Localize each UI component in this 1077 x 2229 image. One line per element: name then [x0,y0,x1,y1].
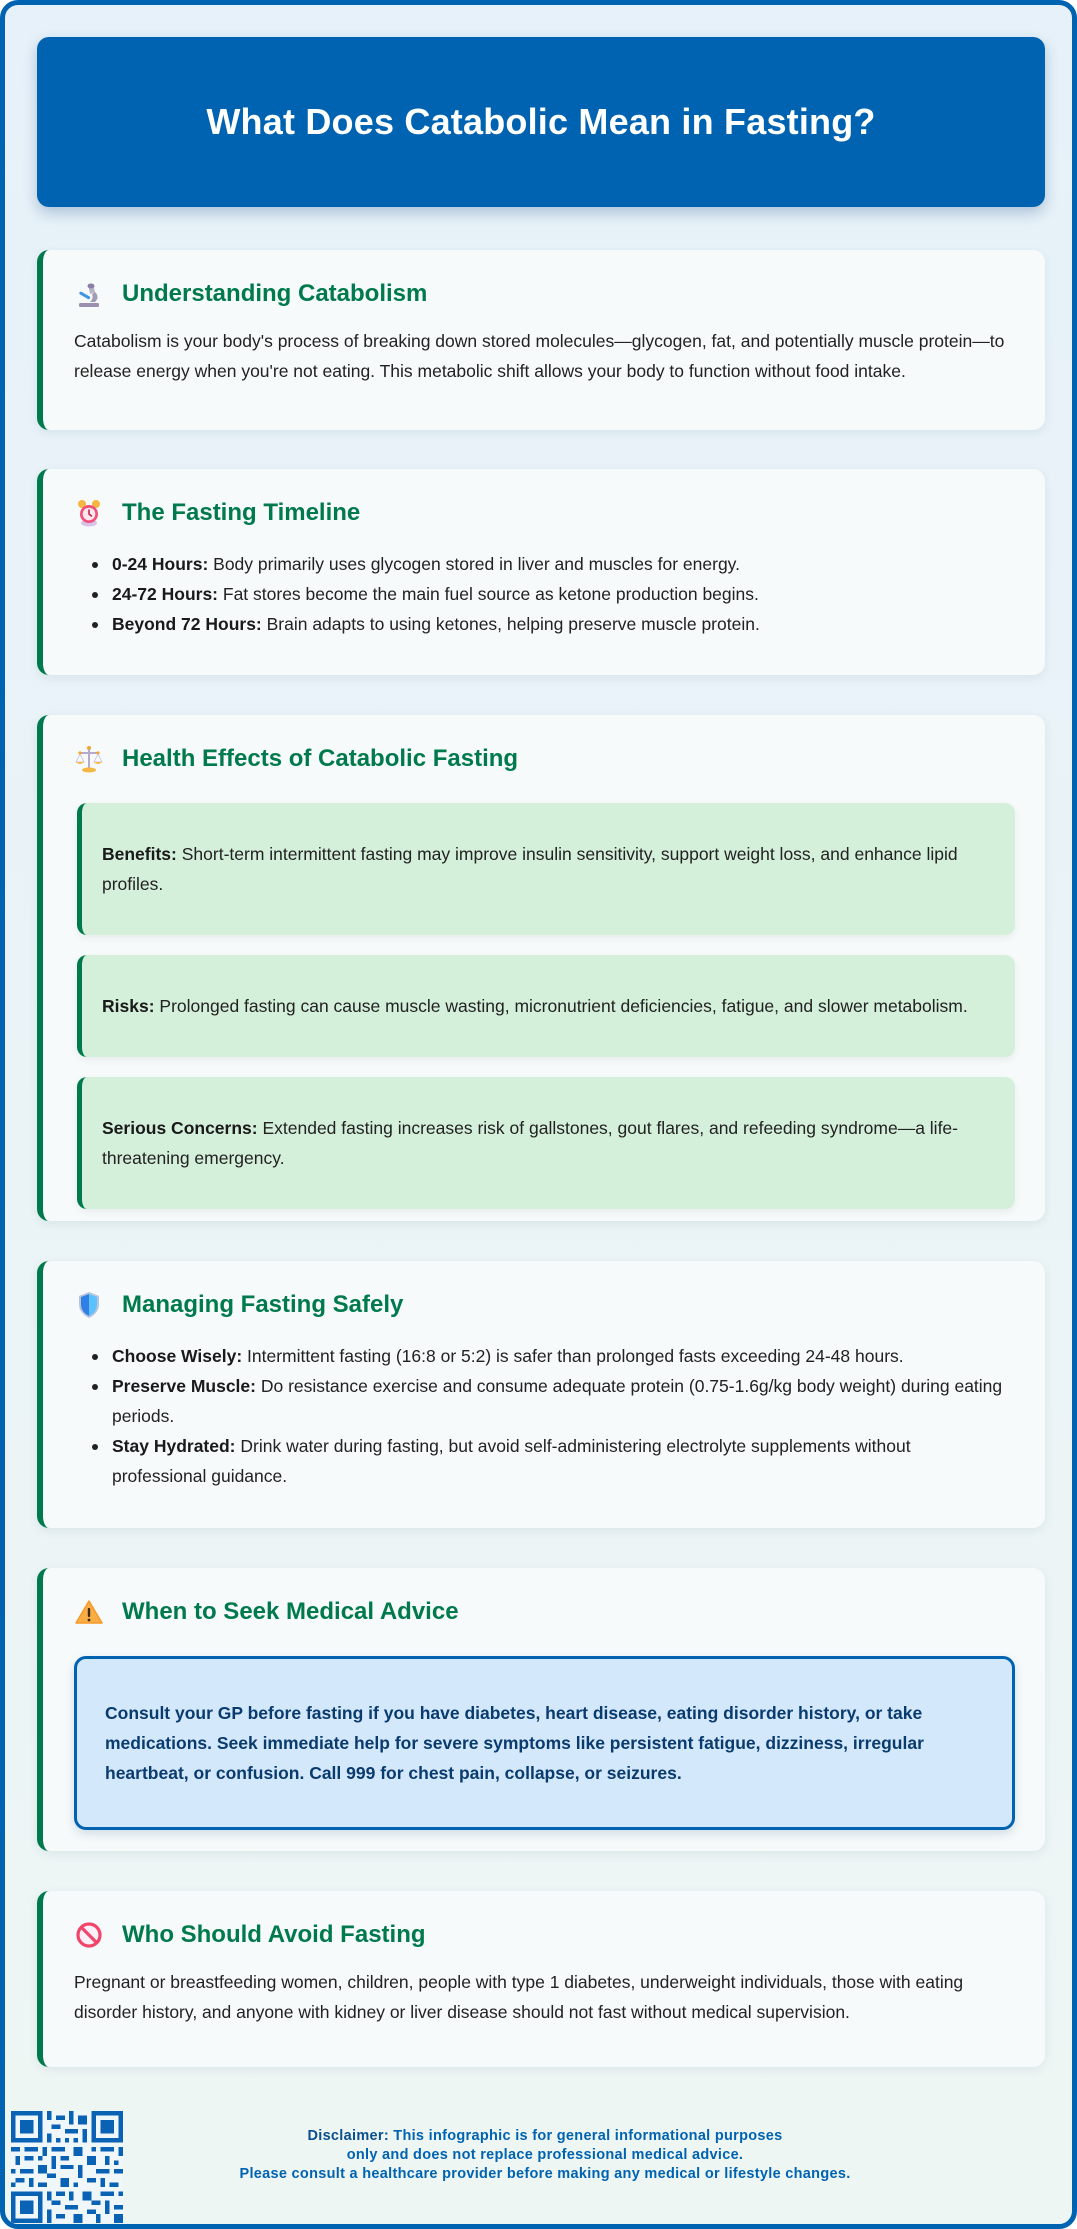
list-item [112,549,1009,579]
microscope-icon [74,279,104,309]
effect-label: Serious Concerns: [102,1118,258,1138]
card-title: The Fasting Timeline [122,499,361,526]
list-item [112,1341,1009,1371]
effect-box-serious-concerns [77,1077,1015,1209]
effect-text: Short-term intermittent fasting may improve insulin sensitivity, support weight loss, and enhance lipid profiles. [102,844,958,894]
item-text: Intermittent fasting (16:8 or 5:2) is safer than prolonged fasts exceeding 24-48 hours. [242,1346,904,1366]
disclaimer-line-3: Please consult a healthcare provider before making any medical or lifestyle changes. [239,2166,851,2182]
card-title: Health Effects of Catabolic Fasting [122,745,519,772]
disclaimer-line-2: only and does not replace professional medical advice. [346,2147,744,2163]
prohibited-icon [74,1920,104,1950]
item-label: Beyond 72 Hours: [112,614,262,634]
effect-text: Prolonged fasting can cause muscle wasting, micronutrient deficiencies, fatigue, and slower metabolism. [154,996,968,1016]
item-label: Preserve Muscle: [112,1376,256,1396]
callout-text: Consult your GP before fasting if you have diabetes, heart disease, eating disorder history, or take medications. Seek immediate help for severe symptoms like persistent fatigue, dizziness, irregular heartbeat, or confusion. Call 999 for chest pain, collapse, or seizures. [105,1703,924,1783]
effect-label: Risks: [102,996,155,1016]
header-banner [37,37,1045,207]
footer [5,2105,1072,2229]
card-title: Who Should Avoid Fasting [122,1921,426,1948]
alarm-clock-icon [74,498,104,528]
list-item [112,609,1009,639]
list-item [112,579,1009,609]
item-label: 0-24 Hours: [112,554,209,574]
effect-box-benefits [77,803,1015,935]
card-body: Catabolism is your body's process of breaking down stored molecules—glycogen, fat, and potentially muscle protein—to release energy when you're not eating. This metabolic shift allows your body to function without food intake. [74,331,1005,381]
card-health-effects [37,715,1045,1221]
card-title: Managing Fasting Safely [122,1291,404,1318]
card-title: When to Seek Medical Advice [122,1598,459,1625]
card-managing-fasting [37,1261,1045,1528]
card-medical-advice [37,1568,1045,1851]
list-item [112,1371,1009,1431]
managing-list [74,1341,1009,1491]
card-avoid-fasting [37,1891,1045,2067]
item-text: Body primarily uses glycogen stored in liver and muscles for energy. [208,554,740,574]
effect-box-risks [77,955,1015,1057]
item-label: 24-72 Hours: [112,584,219,604]
item-label: Stay Hydrated: [112,1436,236,1456]
warning-icon [74,1597,104,1627]
effect-label: Benefits: [102,844,177,864]
timeline-list [74,549,1009,639]
item-text: Do resistance exercise and consume adequate protein (0.75-1.6g/kg body weight) during eating periods. [112,1376,1003,1426]
disclaimer-line-1 [125,2127,965,2146]
qr-code[interactable] [11,2111,123,2223]
card-fasting-timeline [37,469,1045,675]
page-title: What Does Catabolic Mean in Fasting? [206,101,876,142]
item-label: Choose Wisely: [112,1346,243,1366]
list-item [112,1431,1009,1491]
card-understanding-catabolism [37,250,1045,430]
balance-scale-icon [74,744,104,774]
item-text: Drink water during fasting, but avoid self-administering electrolyte supplements without professional guidance. [112,1436,911,1486]
item-text: Brain adapts to using ketones, helping preserve muscle protein. [261,614,760,634]
effect-text: Extended fasting increases risk of gallstones, gout flares, and refeeding syndrome—a life-threatening emergency. [102,1118,958,1168]
card-title: Understanding Catabolism [122,280,428,307]
shield-icon [74,1290,104,1320]
item-text: Fat stores become the main fuel source as ketone production begins. [218,584,759,604]
disclaimer-label: Disclaimer: [307,2128,389,2144]
card-body: Pregnant or breastfeeding women, children, people with type 1 diabetes, underweight individuals, those with eating disorder history, and anyone with kidney or liver disease should not fast without medical supervision. [74,1972,964,2022]
disclaimer [125,2127,965,2184]
medical-advice-callout [74,1656,1015,1830]
disclaimer-text: This infographic is for general informational purposes [388,2128,783,2144]
